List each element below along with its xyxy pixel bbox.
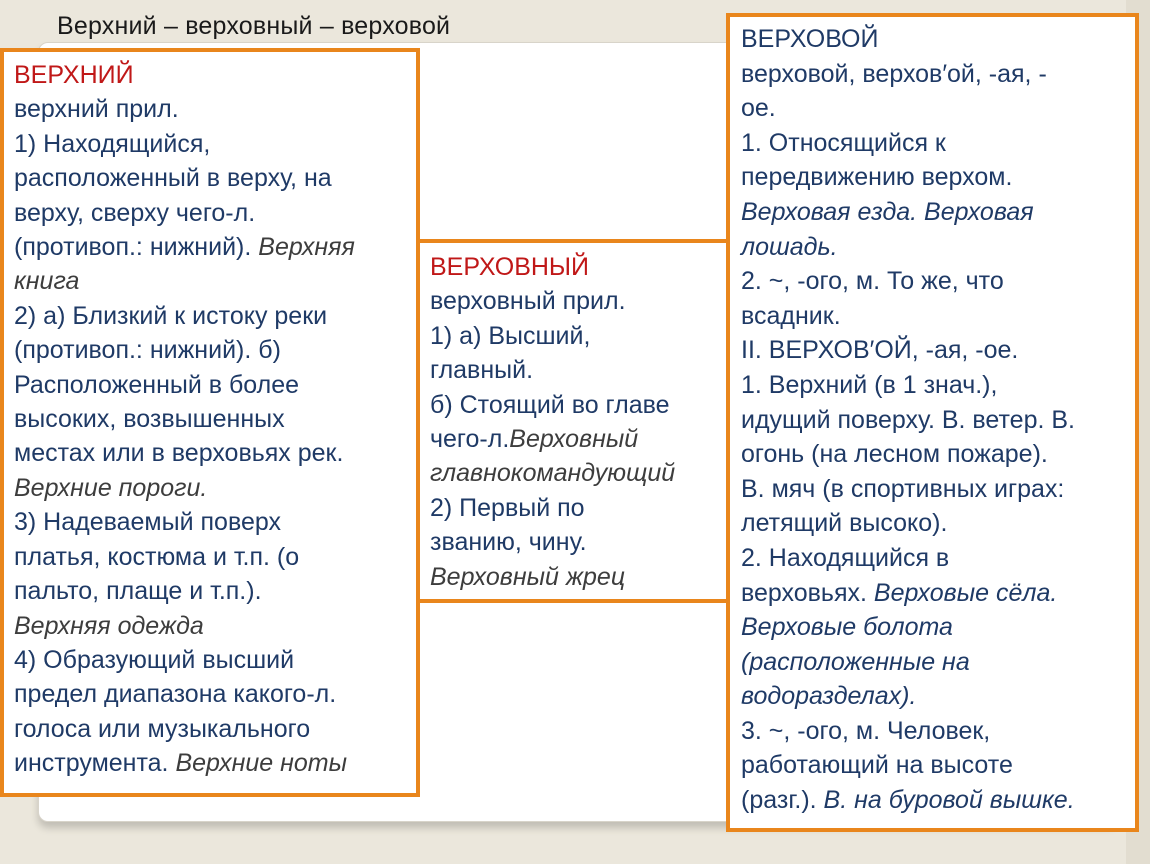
line-text: 2) а) Близкий к истоку реки	[14, 301, 328, 330]
example-text: Верховая езда. Верховая	[741, 197, 1034, 226]
line-text: местах или в верховьях рек.	[14, 439, 344, 468]
line-text: 1. Верхний (в 1 знач.),	[741, 370, 998, 399]
definition-line	[14, 402, 416, 436]
line-text: 2) Первый по	[430, 493, 585, 522]
line-text: высоких, возвышенных	[14, 405, 285, 434]
definition-line	[741, 541, 1135, 576]
definition-line	[14, 299, 416, 333]
definition-line	[741, 230, 1135, 265]
line-text: ое.	[741, 94, 776, 123]
line-text: верхний прил.	[14, 95, 179, 124]
box-heading: ВЕРХОВОЙ	[741, 25, 879, 53]
example-text: Верховный	[509, 425, 639, 454]
line-text: званию, чину.	[430, 528, 587, 557]
definition-line	[430, 388, 726, 422]
definition-line	[741, 160, 1135, 195]
example-text: лошадь.	[741, 232, 838, 261]
example-text: водоразделах).	[741, 682, 917, 711]
definition-line	[741, 57, 1135, 92]
definition-lines	[430, 284, 726, 594]
definition-line	[741, 195, 1135, 230]
definition-line	[430, 353, 726, 387]
definition-line	[741, 506, 1135, 541]
definition-line	[14, 92, 416, 126]
line-text: предел диапазона какого-л.	[14, 680, 337, 709]
line-text: (противоп.: нижний). б)	[14, 336, 281, 365]
definition-line	[14, 436, 416, 470]
definition-line	[14, 540, 416, 574]
line-text: голоса или музыкального	[14, 714, 311, 743]
example-text: Верховые сёла.	[873, 578, 1058, 607]
definition-line	[14, 609, 416, 643]
definition-line	[430, 525, 726, 559]
definition-line	[741, 126, 1135, 161]
line-text: 1) Находящийся,	[14, 129, 211, 158]
definition-line	[741, 610, 1135, 645]
line-text: работающий на высоте	[741, 751, 1013, 780]
line-text: 1) а) Высший,	[430, 321, 591, 350]
definition-line	[14, 746, 416, 780]
definition-line	[741, 472, 1135, 507]
line-text: всадник.	[741, 301, 841, 330]
example-text: Верхние ноты	[175, 749, 347, 778]
definition-line	[741, 576, 1135, 611]
definition-line	[14, 161, 416, 195]
definition-line	[741, 437, 1135, 472]
definition-line	[14, 505, 416, 539]
line-text: 3. ~, -ого, м. Человек,	[741, 716, 991, 745]
definition-lines	[14, 92, 416, 780]
definition-line	[430, 560, 726, 594]
definition-box-verkhovnyy	[416, 239, 730, 603]
line-text: расположенный в верху, на	[14, 164, 332, 193]
definition-line	[14, 677, 416, 711]
line-text: огонь (на лесном пожаре).	[741, 440, 1048, 469]
example-text: В. на буровой вышке.	[823, 786, 1075, 815]
definition-box-verkhniy	[0, 48, 420, 797]
example-text: Верхние пороги.	[14, 473, 208, 502]
definition-line	[741, 299, 1135, 334]
line-text: верховный прил.	[430, 287, 626, 316]
definition-line	[14, 471, 416, 505]
line-text: инструмента.	[14, 749, 176, 778]
definition-line	[430, 456, 726, 490]
definition-line	[741, 264, 1135, 299]
line-text: (противоп.: нижний).	[14, 233, 259, 262]
line-text: Расположенный в более	[14, 370, 300, 399]
line-text: В. мяч (в спортивных играх:	[741, 474, 1065, 503]
line-text: 2. Находящийся в	[741, 543, 950, 572]
line-text: II. ВЕРХОВ′ОЙ, -ая, -ое.	[741, 336, 1019, 365]
line-text: летящий высоко).	[741, 509, 948, 538]
definition-line	[741, 748, 1135, 783]
definition-line	[14, 127, 416, 161]
box-heading: ВЕРХОВНЫЙ	[430, 253, 590, 281]
definition-line	[741, 783, 1135, 818]
box-heading: ВЕРХНИЙ	[14, 61, 134, 89]
definition-line	[14, 574, 416, 608]
definition-box-verkhovoy	[726, 13, 1139, 832]
example-text: Верховный жрец	[430, 562, 626, 591]
definition-line	[741, 679, 1135, 714]
definition-line	[741, 91, 1135, 126]
line-text: б) Стоящий во главе	[430, 390, 670, 419]
line-text: верховьях.	[741, 578, 874, 607]
definition-line	[430, 422, 726, 456]
definition-line	[14, 196, 416, 230]
definition-line	[14, 333, 416, 367]
line-text: платья, костюма и т.п. (о	[14, 542, 300, 571]
example-text: (расположенные на	[741, 647, 970, 676]
definition-line	[741, 333, 1135, 368]
definition-line	[430, 319, 726, 353]
example-text: Верховые болота	[741, 613, 953, 642]
slide-title: Верхний – верховный – верховой	[57, 12, 451, 40]
definition-line	[741, 645, 1135, 680]
line-text: 3) Надеваемый поверх	[14, 508, 281, 537]
line-text: пальто, плаще и т.п.).	[14, 577, 262, 606]
definition-line	[430, 491, 726, 525]
line-text: чего-л.	[430, 425, 510, 454]
definition-line	[14, 368, 416, 402]
example-text: книга	[14, 267, 80, 296]
definition-lines	[741, 57, 1135, 818]
definition-line	[741, 714, 1135, 749]
definition-line	[430, 284, 726, 318]
definition-line	[741, 403, 1135, 438]
line-text: верховой, верхов′ой, -ая, -	[741, 59, 1047, 88]
line-text: верху, сверху чего-л.	[14, 198, 256, 227]
example-text: Верхняя одежда	[14, 611, 204, 640]
definition-line	[741, 368, 1135, 403]
line-text: идущий поверху. В. ветер. В.	[741, 405, 1075, 434]
line-text: 1. Относящийся к	[741, 128, 946, 157]
definition-line	[14, 712, 416, 746]
line-text: передвижению верхом.	[741, 163, 1013, 192]
definition-line	[14, 230, 416, 264]
line-text: главный.	[430, 356, 534, 385]
definition-line	[14, 643, 416, 677]
line-text: (разг.).	[741, 786, 824, 815]
definition-line	[14, 264, 416, 298]
example-text: Верхняя	[258, 233, 355, 262]
line-text: 4) Образующий высший	[14, 645, 295, 674]
example-text: главнокомандующий	[430, 459, 676, 488]
line-text: 2. ~, -ого, м. То же, что	[741, 267, 1004, 296]
